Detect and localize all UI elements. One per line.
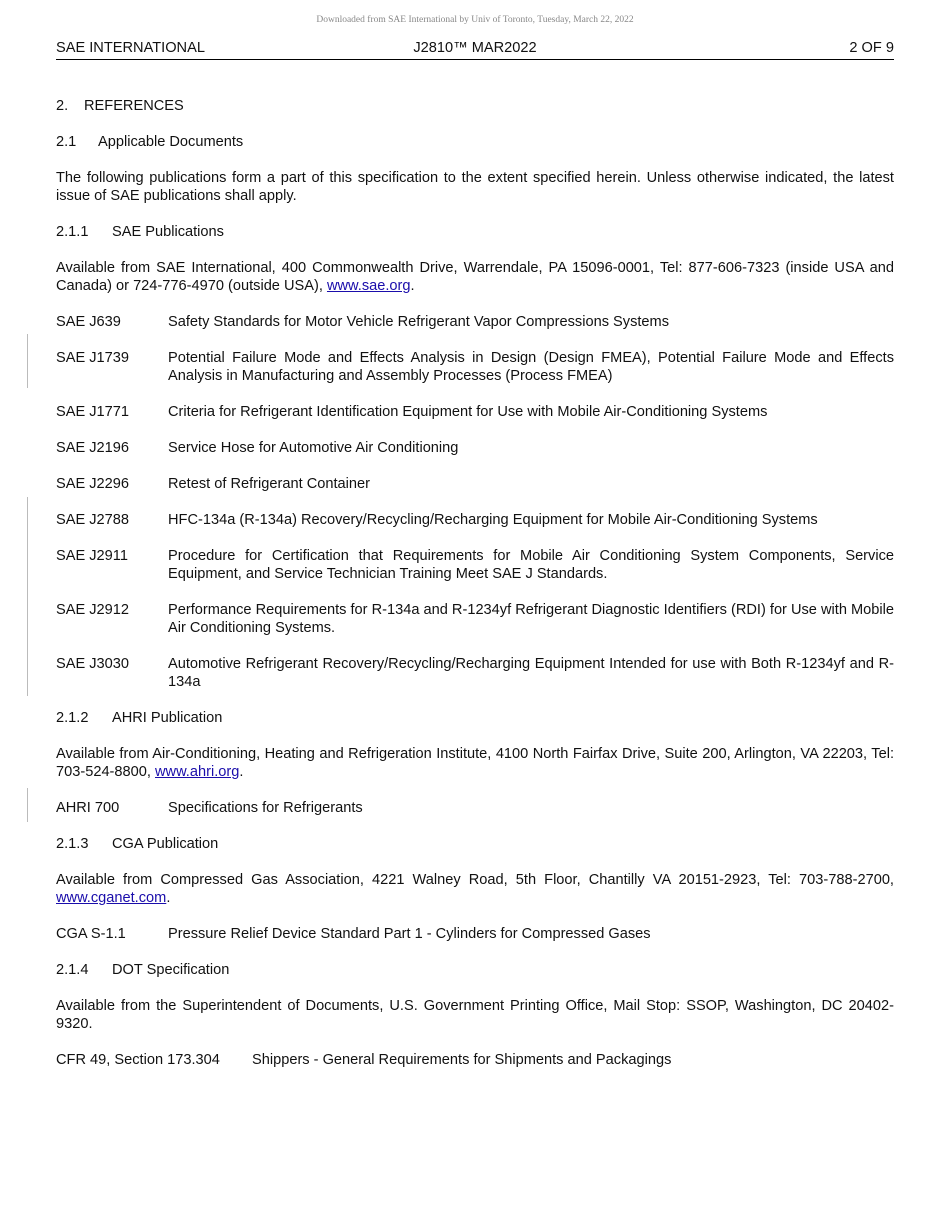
- reference-code: SAE J2296: [56, 476, 130, 492]
- change-bar: [27, 334, 28, 388]
- section-number: 2.: [56, 98, 69, 114]
- reference-title: Automotive Refrigerant Recovery/Recycling/Recharging Equipment Intended for use with Both R-1234yf and R-134a: [168, 656, 894, 690]
- section-heading-cga-publication: [56, 835, 894, 853]
- reference-code: SAE J2912: [56, 602, 130, 618]
- availability-text-end: .: [410, 278, 415, 294]
- reference-title: Specifications for Refrigerants: [168, 800, 363, 816]
- reference-code: SAE J3030: [56, 656, 130, 672]
- section-title: DOT Specification: [112, 962, 230, 978]
- sae-website-link[interactable]: www.sae.org: [326, 278, 411, 294]
- reference-entry: [56, 313, 894, 331]
- reference-code: SAE J2788: [56, 512, 130, 528]
- availability-text-end: .: [166, 890, 171, 906]
- section-title: CGA Publication: [112, 836, 219, 852]
- section-heading-dot-specification: [56, 961, 894, 979]
- reference-entry: [56, 403, 894, 421]
- sae-availability-text: [56, 259, 894, 295]
- reference-title: Service Hose for Automotive Air Conditioning: [168, 440, 459, 456]
- availability-text: Available from Air-Conditioning, Heating and Refrigeration Institute, 4100 North Fairfax Drive, Suite 200, Arlington, VA 22203, Tel: 703-524-8800,: [56, 746, 894, 780]
- reference-title: Potential Failure Mode and Effects Analysis in Design (Design FMEA), Potential Failure Mode and Effects Analysis in Manufacturing and Assembly Processes (Process FMEA): [168, 350, 894, 384]
- ahri-availability-text: [56, 745, 894, 781]
- section-number: 2.1.3: [56, 836, 89, 852]
- reference-code: SAE J1739: [56, 350, 130, 366]
- section-number: 2.1.4: [56, 962, 89, 978]
- reference-entry: [56, 439, 894, 457]
- reference-title: Pressure Relief Device Standard Part 1 - Cylinders for Compressed Gases: [168, 926, 651, 942]
- dot-availability-text: Available from the Superintendent of Documents, U.S. Government Printing Office, Mail Stop: SSOP, Washington, DC 20402-9320.: [56, 998, 894, 1032]
- reference-entry: [56, 655, 894, 691]
- section-heading-sae-publications: [56, 223, 894, 241]
- reference-code: SAE J2911: [56, 548, 128, 564]
- reference-code: SAE J2196: [56, 440, 130, 456]
- reference-code: CFR 49, Section 173.304: [56, 1052, 220, 1068]
- reference-title: Retest of Refrigerant Container: [168, 476, 370, 492]
- change-bar: [27, 788, 28, 822]
- section-title: Applicable Documents: [98, 134, 244, 150]
- section-title: SAE Publications: [112, 224, 224, 240]
- reference-title: Shippers - General Requirements for Shipments and Packagings: [252, 1052, 672, 1068]
- reference-entry: [56, 349, 894, 385]
- applicable-documents-text: The following publications form a part of this specification to the extent specified herein. Unless otherwise indicated, the latest issue of SAE publications shall apply.: [56, 170, 894, 204]
- reference-code: CGA S-1.1: [56, 926, 126, 942]
- section-title: AHRI Publication: [112, 710, 223, 726]
- reference-code: SAE J639: [56, 314, 121, 330]
- section-number: 2.1.2: [56, 710, 89, 726]
- reference-title: Performance Requirements for R-134a and R-1234yf Refrigerant Diagnostic Identifiers (RDI) for Use with Mobile Air Conditioning Systems.: [168, 602, 894, 636]
- document-body: [56, 97, 894, 1087]
- section-heading-applicable-documents: [56, 133, 894, 151]
- reference-title: Criteria for Refrigerant Identification Equipment for Use with Mobile Air-Conditioning Systems: [168, 404, 768, 420]
- availability-text-end: .: [239, 764, 244, 780]
- reference-entry: [56, 511, 894, 529]
- ahri-website-link[interactable]: www.ahri.org: [155, 764, 240, 780]
- page-header: [56, 38, 894, 60]
- download-watermark: Downloaded from SAE International by Univ of Toronto, Tuesday, March 22, 2022: [316, 15, 634, 25]
- reference-code: AHRI 700: [56, 800, 120, 816]
- section-heading-ahri-publication: [56, 709, 894, 727]
- reference-entry: [56, 925, 894, 943]
- header-org: SAE INTERNATIONAL: [56, 40, 205, 56]
- reference-entry: [56, 475, 894, 493]
- reference-title: Safety Standards for Motor Vehicle Refrigerant Vapor Compressions Systems: [168, 314, 670, 330]
- reference-entry: [56, 799, 894, 817]
- cga-availability-text: [56, 871, 894, 907]
- section-title: REFERENCES: [84, 98, 184, 114]
- header-page-number: 2 OF 9: [849, 40, 894, 56]
- header-doc-id: J2810™ MAR2022: [413, 40, 537, 56]
- reference-entry: [56, 601, 894, 637]
- reference-title: Procedure for Certification that Requirements for Mobile Air Conditioning System Components, Service Equipment, and Service Technician Training Meet SAE J Standards.: [168, 548, 894, 582]
- reference-entry: [56, 547, 894, 583]
- change-bar: [27, 497, 28, 696]
- cga-website-link[interactable]: www.cganet.com: [56, 890, 167, 906]
- reference-entry: [56, 1051, 894, 1069]
- section-heading-references: [56, 97, 894, 115]
- section-number: 2.1.1: [56, 224, 89, 240]
- reference-code: SAE J1771: [56, 404, 130, 420]
- availability-text: Available from SAE International, 400 Commonwealth Drive, Warrendale, PA 15096-0001, Tel: 877-606-7323 (inside USA and Canada) or 724-776-4970 (outside USA),: [56, 260, 894, 294]
- reference-title: HFC-134a (R-134a) Recovery/Recycling/Recharging Equipment for Mobile Air-Conditioning Systems: [168, 512, 818, 528]
- availability-text: Available from Compressed Gas Association, 4221 Walney Road, 5th Floor, Chantilly VA 20151-2923, Tel: 703-788-2700,: [56, 872, 894, 888]
- section-number: 2.1: [56, 134, 77, 150]
